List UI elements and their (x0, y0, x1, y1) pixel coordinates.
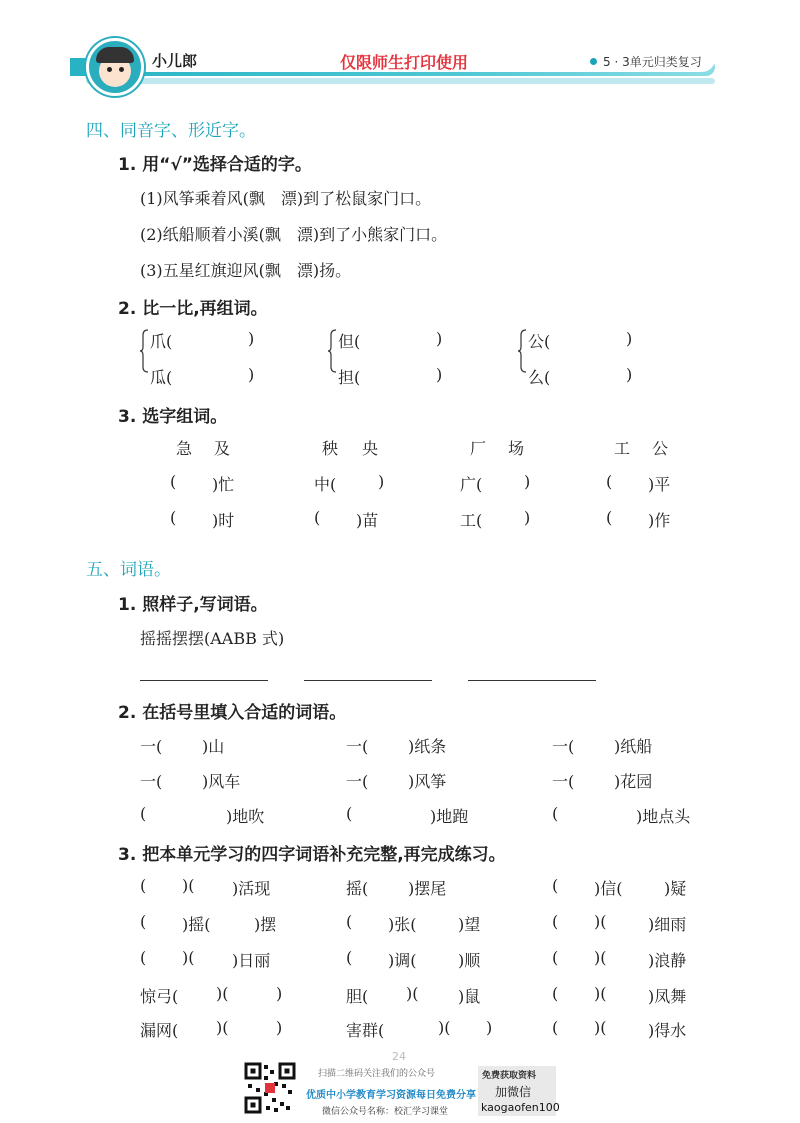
blank-close: )纸船 (614, 737, 653, 756)
blank-close: ) (524, 508, 531, 527)
blank-close: )顺 (458, 951, 481, 970)
compare-char: 么( (528, 368, 551, 387)
compare-char: 公( (528, 332, 551, 351)
blank-close: )疑 (664, 879, 687, 898)
s5-q3-title: 3. 把本单元学习的四字词语补充完整,再完成练习。 (118, 845, 506, 865)
blank-close: )浪静 (648, 951, 687, 970)
paren-close: ) (436, 329, 443, 348)
print-notice: 仅限师生打印使用 (340, 53, 469, 72)
mascot-avatar-icon (86, 38, 144, 96)
s4-q1-line3: (3)五星红旗迎风(飘 漂)扬。 (140, 261, 352, 280)
s4-q3-title: 3. 选字组词。 (118, 407, 228, 427)
blank-open: 工( (460, 511, 483, 530)
blank-mid: )( (216, 1018, 229, 1037)
blank-close: )时 (212, 511, 235, 530)
brand-name: 小儿郎 (152, 52, 198, 70)
blank-mid: )张( (388, 915, 417, 934)
section4-title: 四、同音字、形近字。 (86, 121, 256, 141)
brace-icon (328, 329, 337, 373)
blank-close: )摆尾 (408, 879, 447, 898)
blank-open: ( (314, 508, 321, 527)
blank-open: 一( (140, 772, 163, 791)
choice-char: 公 (652, 439, 669, 458)
s4-q2-title: 2. 比一比,再组词。 (118, 299, 268, 319)
blank-open: 一( (552, 737, 575, 756)
blank-close: )细雨 (648, 915, 687, 934)
compare-char: 担( (338, 368, 361, 387)
blank-close: )苗 (356, 511, 379, 530)
blank-open: 一( (140, 737, 163, 756)
paren-close: ) (248, 329, 255, 348)
blank-open: ( (552, 912, 559, 931)
blank-mid: )( (406, 984, 419, 1003)
blank-close: ) (276, 984, 283, 1003)
choice-char: 急 (176, 439, 193, 458)
blank-open: ( (140, 912, 147, 931)
s4-q1-title: 1. 用“√”选择合适的字。 (118, 155, 312, 175)
blank-open: ( (346, 912, 353, 931)
blank-open: ( (552, 876, 559, 895)
blank-open: 一( (346, 737, 369, 756)
blank-mid: )( (594, 1018, 607, 1037)
blank-close: )花园 (614, 772, 653, 791)
blank-close: )得水 (648, 1021, 687, 1040)
footer-slogan: 优质中小学教育学习资源每日免费分享 (306, 1090, 476, 1101)
blank-open: 漏网( (140, 1021, 179, 1040)
blank-open: ( (140, 948, 147, 967)
scan-hint: 扫描二维码关注我们的公众号 (318, 1069, 436, 1079)
bullet-dot-icon (590, 58, 597, 65)
blank-open: 一( (552, 772, 575, 791)
blank-close: )地跑 (430, 807, 469, 826)
blank-open: 广( (460, 475, 483, 494)
compare-char: 但( (338, 332, 361, 351)
brace-icon (140, 329, 149, 373)
page-number: 24 (392, 1050, 406, 1063)
blank-open: ( (552, 984, 559, 1003)
blank-open: ( (552, 1018, 559, 1037)
choice-char: 场 (508, 439, 525, 458)
choice-char: 工 (614, 439, 631, 458)
blank-close: )地吹 (226, 807, 265, 826)
blank-open: 摇( (346, 879, 369, 898)
blank-mid: )( (438, 1018, 451, 1037)
answer-line[interactable] (140, 680, 268, 681)
blank-open: ( (170, 472, 177, 491)
blank-open: ( (140, 876, 147, 895)
blank-open: ( (552, 804, 559, 823)
wechat-id: kaogaofen100 (481, 1101, 560, 1114)
choice-char: 及 (214, 439, 231, 458)
paren-close: ) (248, 365, 255, 384)
blank-close: )凤舞 (648, 987, 687, 1006)
blank-mid: )摇( (182, 915, 211, 934)
blank-close: )作 (648, 511, 671, 530)
header-band-shadow (86, 78, 715, 84)
s5-q1-title: 1. 照样子,写词语。 (118, 595, 268, 615)
choice-char: 秧 (322, 439, 339, 458)
answer-line[interactable] (304, 680, 432, 681)
blank-open: 中( (314, 475, 337, 494)
blank-close: )山 (202, 737, 225, 756)
blank-open: ( (552, 948, 559, 967)
blank-open: ( (170, 508, 177, 527)
blank-close: )摆 (254, 915, 277, 934)
blank-close: )风筝 (408, 772, 447, 791)
blank-close: )风车 (202, 772, 241, 791)
blank-mid: )( (594, 948, 607, 967)
blank-close: )地点头 (636, 807, 691, 826)
section5-title: 五、词语。 (86, 560, 171, 580)
wechat-box-line1: 免费获取资料 (482, 1071, 537, 1081)
blank-open: 惊弓( (140, 987, 179, 1006)
paren-close: ) (436, 365, 443, 384)
s4-q1-line2: (2)纸船顺着小溪(飘 漂)到了小熊家门口。 (140, 225, 448, 244)
blank-open: ( (606, 508, 613, 527)
choice-char: 央 (362, 439, 379, 458)
compare-char: 爪( (150, 332, 173, 351)
compare-char: 瓜( (150, 368, 173, 387)
blank-open: ( (140, 804, 147, 823)
s5-q2-title: 2. 在括号里填入合适的词语。 (118, 703, 347, 723)
blank-close: )平 (648, 475, 671, 494)
blank-mid: )( (182, 948, 195, 967)
unit-label: 5 · 3单元归类复习 (603, 55, 702, 69)
blank-close: ) (276, 1018, 283, 1037)
blank-close: ) (486, 1018, 493, 1037)
blank-mid: )( (182, 876, 195, 895)
blank-close: ) (378, 472, 385, 491)
choice-char: 厂 (470, 439, 487, 458)
paren-close: ) (626, 365, 633, 384)
blank-open: ( (346, 804, 353, 823)
answer-line[interactable] (468, 680, 596, 681)
blank-close: )望 (458, 915, 481, 934)
blank-close: )日丽 (232, 951, 271, 970)
blank-mid: )( (216, 984, 229, 1003)
wechat-box-line2: 加微信 (495, 1085, 532, 1099)
blank-mid: )( (594, 984, 607, 1003)
s5-q1-example: 摇摇摆摆(AABB 式) (140, 629, 285, 648)
blank-close: ) (524, 472, 531, 491)
blank-open: ( (346, 948, 353, 967)
blank-close: )纸条 (408, 737, 447, 756)
blank-open: 一( (346, 772, 369, 791)
blank-close: )忙 (212, 475, 235, 494)
blank-close: )活现 (232, 879, 271, 898)
blank-mid: )调( (388, 951, 417, 970)
s4-q1-line1: (1)风筝乘着风(飘 漂)到了松鼠家门口。 (140, 189, 432, 208)
brace-icon (518, 329, 527, 373)
blank-mid: )( (594, 912, 607, 931)
blank-open: 害群( (346, 1021, 385, 1040)
blank-open: 胆( (346, 987, 369, 1006)
qr-code-icon[interactable] (244, 1062, 296, 1114)
blank-mid: )信( (594, 879, 623, 898)
account-name: 微信公众号名称：校汇学习课堂 (322, 1107, 449, 1117)
paren-close: ) (626, 329, 633, 348)
blank-open: ( (606, 472, 613, 491)
blank-close: )鼠 (458, 987, 481, 1006)
